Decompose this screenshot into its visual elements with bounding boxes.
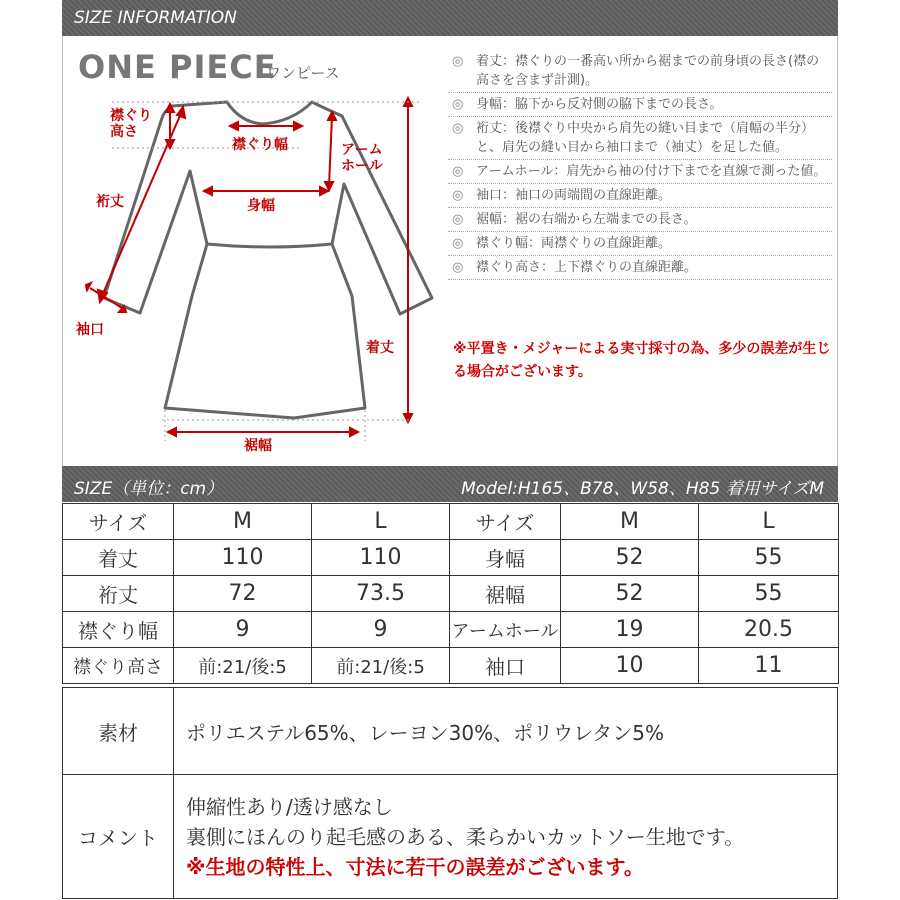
measurement-warning: ※平置き・メジャーによる実寸採寸の為、多少の誤差が生じる場合がございます。 <box>453 341 831 380</box>
size-table <box>62 503 839 684</box>
table-cell: 73.5 <box>312 576 450 612</box>
note-item: ◎ 襟ぐり幅：両襟ぐりの直線距離。 <box>448 232 832 256</box>
label-sleeve-length: 裄丈 <box>96 194 124 210</box>
note-item: ◎ 襟ぐり高さ：上下襟ぐりの直線距離。 <box>448 256 832 280</box>
table-cell: サイズ <box>450 504 561 540</box>
comment-line: 伸縮性あり/透け感なし <box>186 794 393 819</box>
table-cell: 19 <box>561 612 699 648</box>
label-body-width: 身幅 <box>247 198 275 214</box>
table-cell: 着丈 <box>63 540 174 576</box>
note-item: ◎ 袖口：袖口の両端間の直線距離。 <box>448 184 832 208</box>
table-cell: 10 <box>561 648 699 684</box>
table-cell: アームホール <box>450 612 561 648</box>
table-cell: L <box>699 504 839 540</box>
table-row <box>63 648 839 684</box>
table-cell: 袖口 <box>450 648 561 684</box>
material-label: 素材 <box>63 688 174 775</box>
table-cell: 身幅 <box>450 540 561 576</box>
comment-line: 裏側にほんのり起毛感のある、柔らかいカットソー生地です。 <box>186 824 745 849</box>
product-type-title: ONE PIECE <box>78 48 277 86</box>
table-cell: サイズ <box>63 504 174 540</box>
table-row <box>63 576 839 612</box>
note-item: ◎ 裄丈：後襟ぐり中央から肩先の縫い目まで（肩幅の半分）と、肩先の縫い目から袖口まで（袖丈）を足した値。 <box>448 117 832 160</box>
table-cell: 前:21/後:5 <box>312 648 450 684</box>
label-armhole: アーム ホール <box>341 142 383 175</box>
table-cell: 襟ぐり幅 <box>63 612 174 648</box>
label-length: 着丈 <box>366 340 394 356</box>
label-hem: 裾幅 <box>244 438 272 454</box>
table-row <box>63 612 839 648</box>
table-cell: 襟ぐり高さ <box>63 648 174 684</box>
garment-diagram <box>62 36 442 466</box>
model-info: Model:H165、B78、W58、H85 着用サイズM <box>461 479 824 499</box>
note-item: ◎ アームホール：肩先から袖の付け下までを直線で測った値。 <box>448 160 832 184</box>
table-cell: 55 <box>699 540 839 576</box>
label-neck-height: 襟ぐり 高さ <box>110 108 152 141</box>
frame-right-border <box>837 36 838 466</box>
banner-title: SIZE INFORMATION <box>74 8 237 28</box>
comment-label: コメント <box>63 775 174 899</box>
table-cell: 55 <box>699 576 839 612</box>
table-cell: M <box>561 504 699 540</box>
table-cell: 11 <box>699 648 839 684</box>
size-information-banner <box>62 0 838 36</box>
label-neck-width: 襟ぐり幅 <box>232 137 288 153</box>
table-row <box>63 540 839 576</box>
table-cell: 裄丈 <box>63 576 174 612</box>
table-header-row <box>63 504 839 540</box>
material-row <box>63 688 838 775</box>
table-cell: L <box>312 504 450 540</box>
table-cell: 9 <box>312 612 450 648</box>
material-value: ポリエステル65%、レーヨン30%、ポリウレタン5% <box>174 688 838 775</box>
comment-row <box>63 775 838 899</box>
table-cell: 72 <box>174 576 312 612</box>
table-cell: 110 <box>312 540 450 576</box>
comment-warning: ※生地の特性上、寸法に若干の誤差がございます。 <box>186 854 644 879</box>
table-cell: 20.5 <box>699 612 839 648</box>
size-table-banner <box>62 466 838 502</box>
table-cell: 9 <box>174 612 312 648</box>
size-unit-label: SIZE（単位：cm） <box>74 479 224 499</box>
note-item: ◎ 裾幅：裾の右端から左端までの長さ。 <box>448 208 832 232</box>
table-cell: 裾幅 <box>450 576 561 612</box>
product-type-subtitle: ワンピース <box>266 64 340 82</box>
table-cell: 52 <box>561 576 699 612</box>
table-cell: 52 <box>561 540 699 576</box>
note-item: ◎ 身幅：脇下から反対側の脇下までの長さ。 <box>448 93 832 117</box>
note-item: ◎ 着丈：襟ぐりの一番高い所から裾までの前身頃の長さ(襟の高さを含まず計測)。 <box>448 50 832 93</box>
table-cell: M <box>174 504 312 540</box>
comment-value <box>174 775 838 899</box>
table-cell: 110 <box>174 540 312 576</box>
measurement-notes <box>448 50 832 280</box>
product-info-table <box>62 687 838 899</box>
table-cell: 前:21/後:5 <box>174 648 312 684</box>
label-cuff: 袖口 <box>76 322 104 338</box>
